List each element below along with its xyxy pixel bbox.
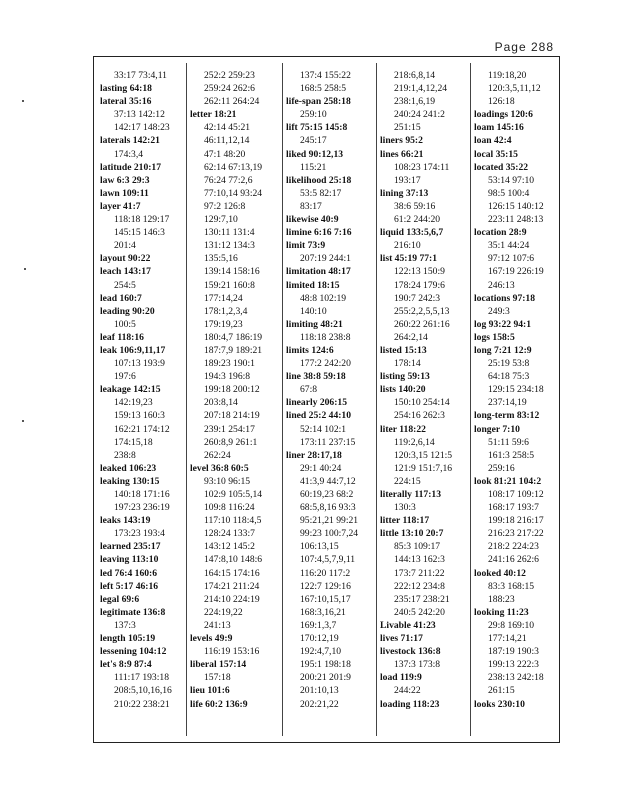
index-entry-pages: 252:2 259:23 [204, 70, 255, 81]
index-entry-pages: 108:17 109:12 [488, 489, 544, 500]
index-entry-pages: 46:11,12,14 [204, 135, 250, 147]
index-entry-pages: 259:16 [488, 462, 515, 474]
index-entry-pages: 259:10 [300, 109, 327, 121]
index-entry: leaked 106:23 [100, 462, 157, 474]
index-entry: long 7:21 12:9 [474, 344, 532, 356]
index-entry: lessening 104:12 [100, 646, 167, 658]
index-entry: legal 69:6 [100, 593, 140, 605]
index-entry-pages: 190:7 242:3 [394, 292, 441, 304]
index-entry: limited 18:15 [286, 279, 340, 291]
index-entry-pages: 202:21,22 [300, 698, 339, 710]
index-entry: lieu 101:6 [190, 685, 230, 697]
index-entry-pages: 177:14,24 [204, 292, 243, 304]
index-entry-pages: 203:8,14 [204, 397, 238, 409]
index-entry-pages: 192:4,7,10 [300, 646, 342, 658]
index-column-4 [380, 69, 472, 711]
margin-mark [22, 420, 24, 422]
index-entry-pages: 264:2,14 [394, 331, 428, 343]
index-entry-pages: 53:14 97:10 [488, 174, 535, 186]
index-entry: levels 49:9 [190, 633, 233, 645]
index-entry: level 36:8 60:5 [190, 462, 249, 474]
index-entry-pages: 53:5 82:17 [300, 187, 342, 199]
index-entry-pages: 237:14,19 [488, 397, 527, 409]
index-entry: look 81:21 104:2 [474, 475, 542, 487]
index-entry: lined 25:2 44:10 [286, 410, 352, 422]
index-entry-pages: 61:2 244:20 [394, 214, 441, 226]
index-entry-pages: 169:1,3,7 [300, 619, 337, 631]
index-entry-pages: 179:19,23 [204, 318, 243, 330]
index-entry-pages: 235:17 238:21 [394, 593, 450, 605]
index-entry: leak 106:9,11,17 [100, 344, 166, 356]
index-entry: lives 71:17 [380, 633, 423, 645]
index-entry-pages: 137:4 155:22 [300, 70, 351, 81]
index-entry: liners 95:2 [380, 135, 423, 147]
index-entry-pages: 224:19,22 [204, 606, 243, 618]
index-entry: let's 8:9 87:4 [100, 659, 152, 671]
index-entry-pages: 129:7,10 [204, 214, 238, 226]
index-entry-pages: 254:5 [114, 279, 136, 291]
index-entry: laterals 142:21 [100, 135, 160, 147]
index-entry-pages: 260:22 261:16 [394, 318, 450, 330]
index-entry-pages: 122:7 129:16 [300, 580, 351, 592]
index-entry-pages: 208:5,10,16,16 [114, 685, 172, 697]
index-entry: lead 160:7 [100, 292, 142, 304]
index-entry: leaking 130:15 [100, 475, 160, 487]
index-entry-pages: 126:18 [488, 96, 515, 108]
index-entry: liked 90:12,13 [286, 148, 344, 160]
index-entry-pages: 197:6 [114, 371, 136, 383]
index-entry-pages: 60:19,23 68:2 [300, 489, 354, 500]
index-entry-pages: 98:5 100:4 [488, 187, 530, 199]
index-entry-pages: 174:3,4 [114, 148, 144, 160]
index-entry-pages: 83:17 [300, 200, 322, 212]
index-entry: lateral 35:16 [100, 96, 152, 108]
index-entry-pages: 85:3 109:17 [394, 541, 441, 553]
index-entry-pages: 199:18 200:12 [204, 384, 260, 396]
index-entry: locations 97:18 [474, 292, 536, 304]
page-number-label: Page 288 [494, 40, 554, 54]
index-entry-pages: 111:17 193:18 [114, 672, 169, 684]
index-entry: location 28:9 [474, 227, 527, 239]
index-entry-pages: 193:17 [394, 174, 421, 186]
column-divider [282, 63, 283, 736]
index-entry-pages: 161:3 258:5 [488, 449, 535, 461]
index-entry: life-span 258:18 [286, 96, 351, 108]
index-entry-pages: 201:4 [114, 240, 136, 252]
index-entry-pages: 216:23 217:22 [488, 528, 544, 540]
index-entry-pages: 67:8 [300, 384, 318, 396]
index-entry: lists 140:20 [380, 384, 426, 396]
index-entry-pages: 144:13 162:3 [394, 554, 445, 566]
index-entry-pages: 159:13 160:3 [114, 410, 165, 422]
index-entry: located 35:22 [474, 161, 529, 173]
index-entry-pages: 244:22 [394, 685, 421, 697]
index-entry-pages: 177:14,21 [488, 633, 527, 645]
index-entry-pages: 120:3,15 121:5 [394, 449, 453, 461]
index-entry-pages: 142:17 148:23 [114, 122, 170, 134]
index-entry: looking 11:23 [474, 606, 529, 618]
index-column-2 [190, 69, 282, 711]
index-entry-pages: 117:10 118:4,5 [204, 515, 262, 527]
index-entry-pages: 178:24 179:6 [394, 279, 445, 291]
index-entry-pages: 119:18,20 [488, 70, 527, 81]
index-entry-pages: 223:11 248:13 [488, 214, 544, 226]
index-entry: leading 90:20 [100, 305, 155, 317]
index-entry-pages: 254:16 262:3 [394, 410, 445, 422]
index-entry: likelihood 25:18 [286, 174, 352, 186]
index-entry-pages: 97:2 126:8 [204, 200, 246, 212]
index-entry-pages: 143:12 145:2 [204, 541, 255, 553]
index-entry-pages: 62:14 67:13,19 [204, 161, 263, 173]
index-entry-pages: 168:3,16,21 [300, 606, 346, 618]
index-entry: loadings 120:6 [474, 109, 533, 121]
index-entry-pages: 188:23 [488, 593, 515, 605]
index-entry: layer 41:7 [100, 200, 141, 212]
index-entry-pages: 218:6,8,14 [394, 70, 436, 81]
index-entry-pages: 51:11 59:6 [488, 436, 529, 448]
index-entry-pages: 29:1 40:24 [300, 462, 342, 474]
index-entry: limits 124:6 [286, 344, 334, 356]
index-entry-pages: 174:21 211:24 [204, 580, 260, 592]
index-entry-pages: 106:13,15 [300, 541, 339, 553]
index-entry-pages: 178:1,2,3,4 [204, 305, 248, 317]
index-entry: local 35:15 [474, 148, 518, 160]
index-entry: limiting 48:21 [286, 318, 343, 330]
index-entry-pages: 100:5 [114, 318, 136, 330]
index-entry-pages: 140:18 171:16 [114, 489, 170, 500]
index-entry-pages: 52:14 102:1 [300, 423, 347, 435]
index-entry-pages: 180:4,7 186:19 [204, 331, 263, 343]
index-entry: log 93:22 94:1 [474, 318, 532, 330]
index-entry-pages: 47:1 48:20 [204, 148, 246, 160]
index-entry: linearly 206:15 [286, 397, 348, 409]
index-entry: little 13:10 20:7 [380, 528, 444, 540]
index-entry: logs 158:5 [474, 331, 515, 343]
index-entry: law 6:3 29:3 [100, 174, 150, 186]
index-entry: looked 40:12 [474, 567, 526, 579]
index-entry-pages: 262:11 264:24 [204, 96, 260, 108]
index-entry-pages: 108:23 174:11 [394, 161, 450, 173]
index-entry-pages: 64:18 75:3 [488, 371, 530, 383]
index-entry-pages: 222:12 234:8 [394, 580, 445, 592]
index-entry-pages: 83:3 168:15 [488, 580, 535, 592]
index-entry-pages: 116:19 153:16 [204, 646, 260, 658]
index-entry-pages: 150:10 254:14 [394, 397, 450, 409]
index-entry-pages: 41:3,9 44:7,12 [300, 475, 356, 487]
index-entry-pages: 68:5,8,16 93:3 [300, 502, 356, 514]
index-entry: liter 118:22 [380, 423, 426, 435]
index-entry-pages: 201:10,13 [300, 685, 339, 697]
index-entry-pages: 130:3 [394, 502, 416, 514]
index-entry-pages: 128:24 133:7 [204, 528, 255, 540]
index-entry-pages: 207:19 244:1 [300, 253, 351, 265]
index-entry-pages: 140:10 [300, 305, 327, 317]
index-entry: layout 90:22 [100, 253, 151, 265]
index-column-3 [286, 69, 378, 711]
index-entry-pages: 200:21 201:9 [300, 672, 351, 684]
index-entry-pages: 210:22 238:21 [114, 698, 170, 710]
index-entry-pages: 168:5 258:5 [300, 83, 347, 95]
index-entry-pages: 240:5 242:20 [394, 606, 445, 618]
index-entry: limitation 48:17 [286, 266, 351, 278]
index-entry-pages: 142:19,23 [114, 397, 153, 409]
index-entry-pages: 218:2 224:23 [488, 541, 539, 553]
index-entry-pages: 137:3 [114, 619, 136, 631]
index-entry-pages: 187:19 190:3 [488, 646, 539, 658]
index-entry-pages: 214:10 224:19 [204, 593, 260, 605]
index-entry-pages: 129:15 234:18 [488, 384, 544, 396]
index-entry: learned 235:17 [100, 541, 161, 553]
index-entry: lift 75:15 145:8 [286, 122, 348, 134]
index-entry-pages: 95:21,21 99:21 [300, 515, 359, 527]
index-entry-pages: 239:1 254:17 [204, 423, 255, 435]
index-entry-pages: 48:8 102:19 [300, 292, 347, 304]
margin-mark [22, 100, 24, 102]
index-entry-pages: 207:18 214:19 [204, 410, 260, 422]
index-entry: listed 15:13 [380, 344, 427, 356]
index-entry: lawn 109:11 [100, 187, 149, 199]
index-entry-pages: 173:23 193:4 [114, 528, 165, 540]
index-entry-pages: 38:6 59:16 [394, 200, 436, 212]
index-entry-pages: 29:8 169:10 [488, 619, 535, 631]
index-entry-pages: 173:7 211:22 [394, 567, 445, 579]
index-entry-pages: 238:13 242:18 [488, 672, 544, 684]
index-entry-pages: 33:17 73:4,11 [114, 70, 167, 81]
index-entry-pages: 109:8 116:24 [204, 502, 255, 514]
index-entry-pages: 195:1 198:18 [300, 659, 351, 671]
index-entry-pages: 122:13 150:9 [394, 266, 445, 278]
index-entry-pages: 246:13 [488, 279, 515, 291]
index-entry-pages: 240:24 241:2 [394, 109, 445, 121]
index-entry-pages: 199:18 216:17 [488, 515, 544, 527]
index-entry-pages: 177:2 242:20 [300, 358, 351, 370]
index-entry-pages: 159:21 160:8 [204, 279, 255, 291]
index-entry-pages: 37:13 142:12 [114, 109, 165, 121]
index-entry: longer 7:10 [474, 423, 520, 435]
index-entry-pages: 167:19 226:19 [488, 266, 544, 278]
index-entry: line 38:8 59:18 [286, 371, 346, 383]
index-entry-pages: 121:9 151:7,16 [394, 462, 453, 474]
index-entry: leach 143:17 [100, 266, 151, 278]
index-entry-pages: 238:8 [114, 449, 136, 461]
index-entry-pages: 119:2,6,14 [394, 436, 435, 448]
index-entry-pages: 197:23 236:19 [114, 502, 170, 514]
index-entry-pages: 107:13 193:9 [114, 358, 165, 370]
index-entry: leakage 142:15 [100, 384, 161, 396]
index-entry-pages: 189:23 190:1 [204, 358, 255, 370]
index-entry-pages: 261:15 [488, 685, 515, 697]
index-entry-pages: 139:14 158:16 [204, 266, 260, 278]
index-entry: load 119:9 [380, 672, 422, 684]
index-entry-pages: 131:12 134:3 [204, 240, 255, 252]
index-entry: leaving 113:10 [100, 554, 159, 566]
index-entry: Livable 41:23 [380, 619, 436, 631]
index-entry-pages: 118:18 238:8 [300, 331, 351, 343]
index-entry: leaks 143:19 [100, 515, 151, 527]
index-entry: loading 118:23 [380, 698, 440, 710]
index-entry-pages: 99:23 100:7,24 [300, 528, 359, 540]
index-entry: loan 42:4 [474, 135, 512, 147]
index-entry: leaf 118:16 [100, 331, 144, 343]
index-entry-pages: 259:24 262:6 [204, 83, 255, 95]
index-entry: list 45:19 77:1 [380, 253, 438, 265]
index-entry-pages: 147:8,10 148:6 [204, 554, 263, 566]
index-entry-pages: 251:15 [394, 122, 421, 134]
index-entry-pages: 115:21 [300, 161, 327, 173]
index-entry-pages: 42:14 45:21 [204, 122, 251, 134]
index-entry: listing 59:13 [380, 371, 430, 383]
index-entry-pages: 245:17 [300, 135, 327, 147]
index-entry-pages: 130:11 131:4 [204, 227, 255, 239]
index-entry: letter 18:21 [190, 109, 237, 121]
index-entry-pages: 238:1,6,19 [394, 96, 436, 108]
index-entry-pages: 25:19 53:8 [488, 358, 530, 370]
index-entry: length 105:19 [100, 633, 156, 645]
index-entry-pages: 157:18 [204, 672, 231, 684]
index-entry-pages: 168:17 193:7 [488, 502, 539, 514]
index-entry-pages: 93:10 96:15 [204, 475, 251, 487]
index-entry-pages: 135:5,16 [204, 253, 238, 265]
index-entry: liner 28:17,18 [286, 449, 342, 461]
index-entry-pages: 174:15,18 [114, 436, 153, 448]
index-entry-pages: 76:24 77:2,6 [204, 174, 253, 186]
index-entry-pages: 145:15 146:3 [114, 227, 165, 239]
index-entry-pages: 167:10,15,17 [300, 593, 351, 605]
index-entry-pages: 164:15 174:16 [204, 567, 260, 579]
index-entry-pages: 102:9 105:5,14 [204, 489, 263, 500]
index-column-5 [474, 69, 558, 711]
index-entry-pages: 216:10 [394, 240, 421, 252]
index-entry-pages: 120:3,5,11,12 [488, 83, 541, 95]
index-entry: livestock 136:8 [380, 646, 441, 658]
index-entry-pages: 199:13 222:3 [488, 659, 539, 671]
index-column-1 [100, 69, 188, 711]
index-entry-pages: 118:18 129:17 [114, 214, 170, 226]
index-entry: latitude 210:17 [100, 161, 162, 173]
index-entry: life 60:2 136:9 [190, 698, 248, 710]
index-entry-pages: 173:11 237:15 [300, 436, 356, 448]
index-entry: legitimate 136:8 [100, 606, 166, 618]
index-entry-pages: 116:20 117:2 [300, 567, 351, 579]
index-entry: lines 66:21 [380, 148, 424, 160]
index-entry-pages: 170:12,19 [300, 633, 339, 645]
index-entry: limine 6:16 7:16 [286, 227, 352, 239]
index-entry: litter 118:17 [380, 515, 430, 527]
index-entry: literally 117:13 [380, 489, 442, 500]
index-entry-pages: 249:3 [488, 305, 510, 317]
index-entry-pages: 187:7,9 189:21 [204, 344, 263, 356]
index-entry: liberal 157:14 [190, 659, 247, 671]
index-entry-pages: 219:1,4,12,24 [394, 83, 448, 95]
margin-mark [24, 268, 26, 270]
index-entry: lasting 64:18 [100, 83, 152, 95]
index-entry: lining 37:13 [380, 187, 429, 199]
index-entry-pages: 126:15 140:12 [488, 200, 544, 212]
index-entry-pages: 241:13 [204, 619, 231, 631]
index-entry-pages: 97:12 107:6 [488, 253, 535, 265]
index-entry: loam 145:16 [474, 122, 524, 134]
index-entry: limit 73:9 [286, 240, 326, 252]
index-entry: looks 230:10 [474, 698, 525, 710]
index-entry: led 76:4 160:6 [100, 567, 158, 579]
index-entry-pages: 137:3 173:8 [394, 659, 441, 671]
index-entry-pages: 178:14 [394, 358, 421, 370]
index-entry-pages: 107:4,5,7,9,11 [300, 554, 356, 566]
index-entry: liquid 133:5,6,7 [380, 227, 444, 239]
index-entry-pages: 35:1 44:24 [488, 240, 530, 252]
index-entry-pages: 224:15 [394, 475, 421, 487]
index-entry: left 5:17 46:16 [100, 580, 159, 592]
index-entry-pages: 255:2,2,5,5,13 [394, 305, 450, 317]
index-entry-pages: 162:21 174:12 [114, 423, 170, 435]
index-entry-pages: 262:24 [204, 449, 231, 461]
index-frame [93, 56, 560, 743]
index-entry: likewise 40:9 [286, 214, 339, 226]
index-entry: long-term 83:12 [474, 410, 540, 422]
index-entry-pages: 241:16 262:6 [488, 554, 539, 566]
index-entry-pages: 194:3 196:8 [204, 371, 251, 383]
index-entry-pages: 260:8,9 261:1 [204, 436, 258, 448]
index-entry-pages: 77:10,14 93:24 [204, 187, 263, 199]
